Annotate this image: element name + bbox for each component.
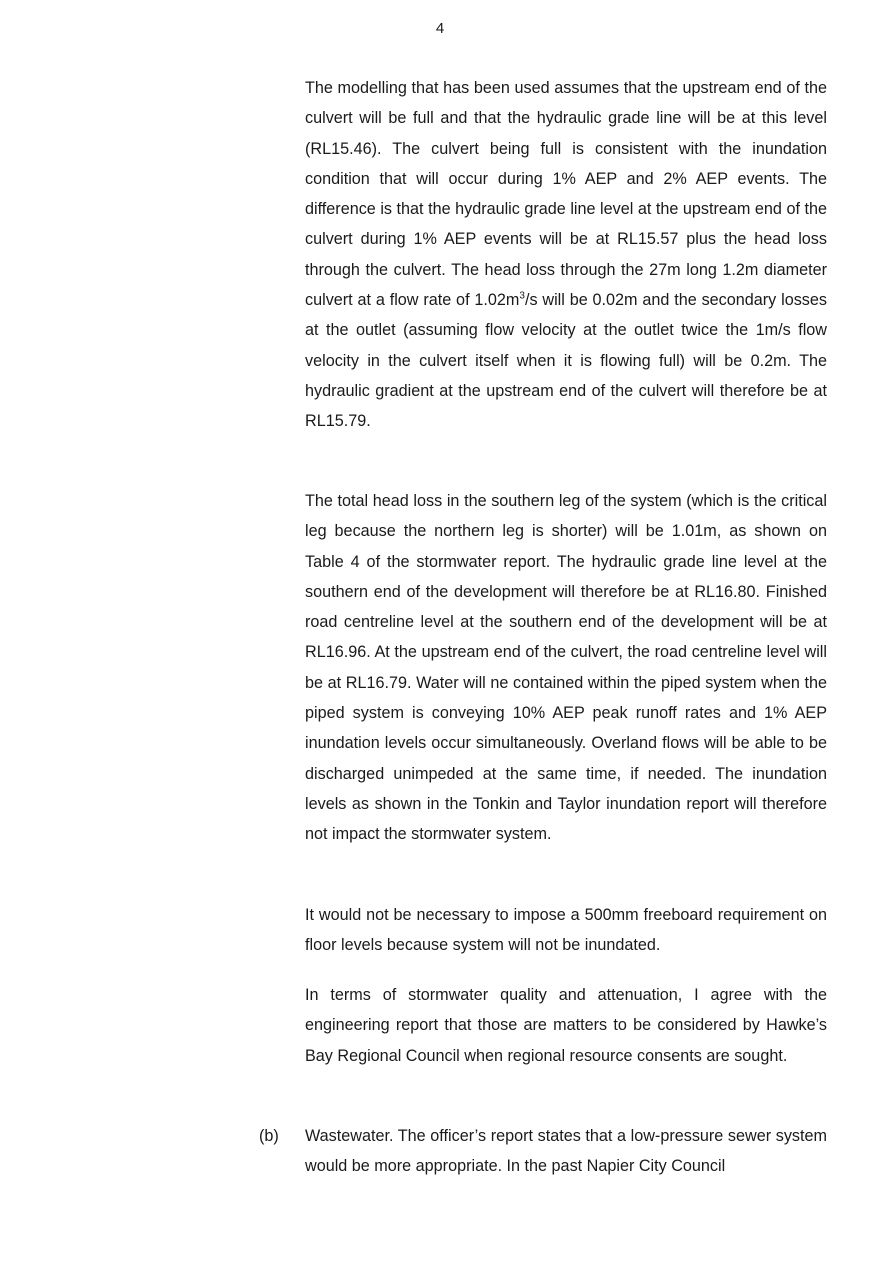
paragraph-culvert-modelling-text-a: The modelling that has been used assumes that the upstream end of the culvert will be full and that the hydraulic grade line will be at this level (RL15.46). The culvert being full is consistent with the inundation condition that will occur during 1% AEP and 2% AEP events. The difference is that the hydraulic grade line level at the upstream end of the culvert during 1% AEP events will be at RL15.57 plus the head loss through the culvert. The head loss through the 27m long 1.2m diameter culvert at a flow rate of 1.02m — [305, 79, 827, 310]
paragraph-stormwater-quality: In terms of stormwater quality and attenuation, I agree with the engineering report that those are matters to be considered by Hawke’s Bay Regional Council when regional resource consents are sought. — [305, 986, 827, 1065]
paragraph-culvert-modelling-text-b: /s will be 0.02m and the secondary losses at the outlet (assuming flow velocity at the outlet twice the 1m/s flow velocity in the culvert itself when it is flowing full) will be 0.2m. The hydraulic gradient at the upstream end of the culvert will therefore be at RL15.79. — [305, 291, 827, 431]
paragraph-wastewater: Wastewater. The officer’s report states that a low-pressure sewer system would be more appropriate. In the past Napier City Council — [305, 1127, 827, 1176]
list-item-b-marker: (b) — [259, 1127, 279, 1145]
paragraph-freeboard: It would not be necessary to impose a 500mm freeboard requirement on floor levels because system will not be inundated. — [305, 906, 827, 955]
cubed-superscript: 3 — [519, 290, 525, 302]
page-number: 4 — [435, 20, 445, 37]
paragraph-culvert-modelling — [305, 73, 827, 437]
paragraph-southern-leg-head-loss: The total head loss in the southern leg of the system (which is the critical leg because the northern leg is shorter) will be 1.01m, as shown on Table 4 of the stormwater report. The hydraulic grade line level at the southern end of the development will therefore be at RL16.80. Finished road centreline level at the southern end of the development will be at RL16.96. At the upstream end of the culvert, the road centreline level will be at RL16.79. Water will ne contained within the piped system when the piped system is conveying 10% AEP peak runoff rates and 1% AEP inundation levels occur simultaneously. Overland flows will be able to be discharged unimpeded at the same time, if needed. The inundation levels as shown in the Tonkin and Taylor inundation report will therefore not impact the stormwater system. — [305, 492, 827, 844]
